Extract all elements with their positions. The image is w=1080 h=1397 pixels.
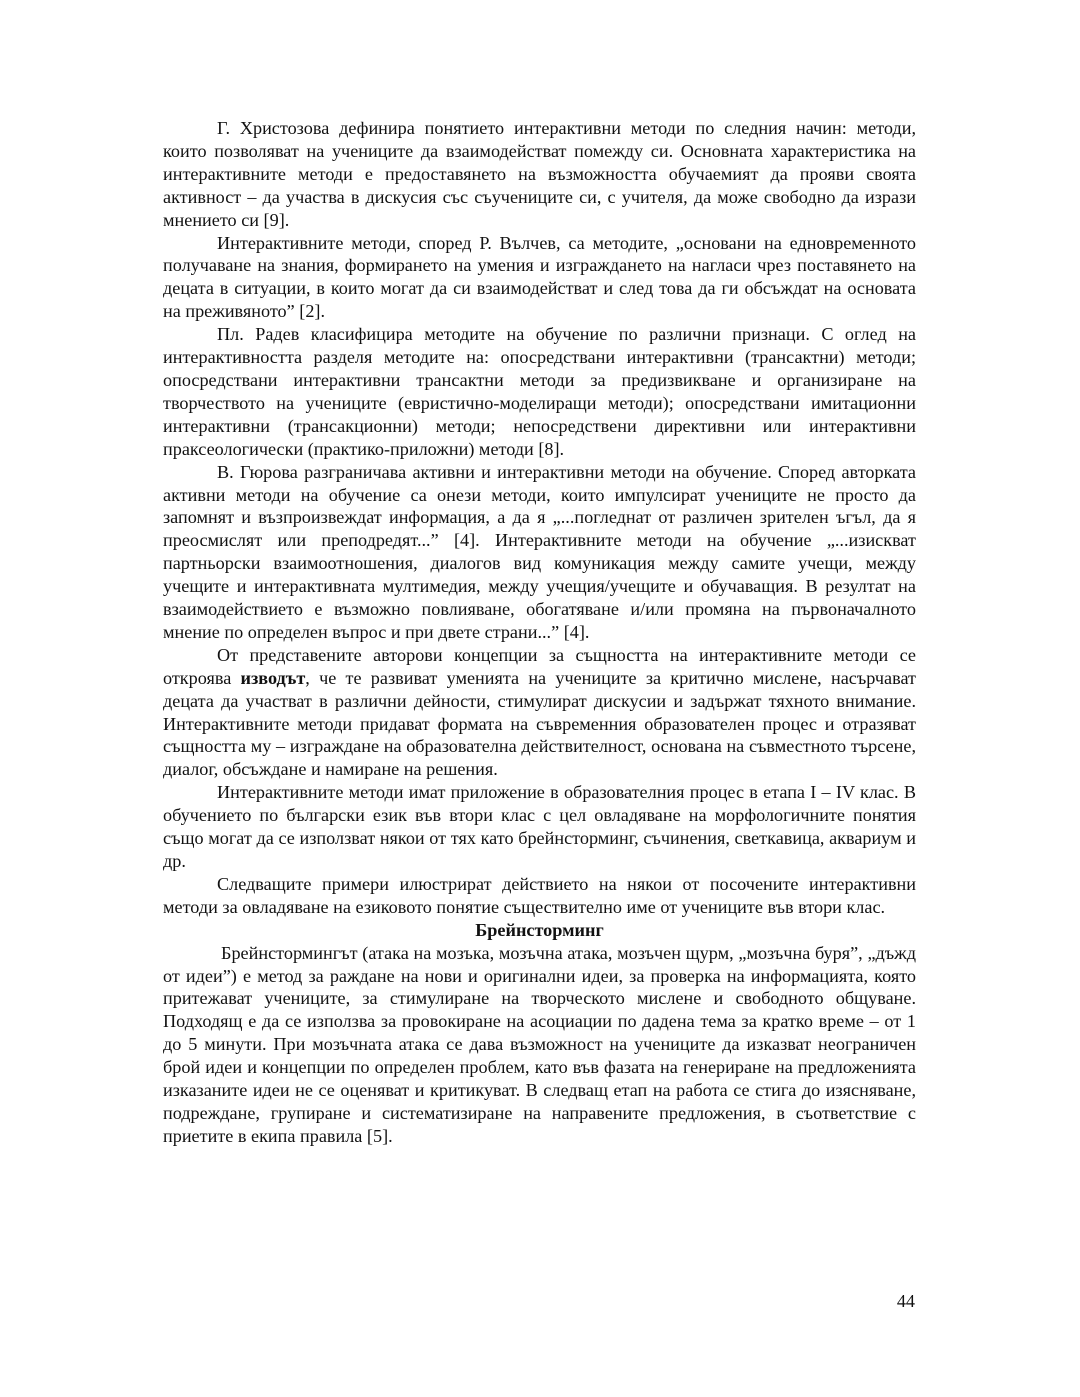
- paragraph-brainstorming: Брейнстормингът (атака на мозъка, мозъчна атака, мозъчен щурм, „мозъчна буря”, „дъжд от идеи”) е метод за раждане на нови и оригинални идеи, за проверка на информацията, която притежават учениците, за стимулиране на творческото мислене и свободното общуване. Подходящ е да се използва за провокиране на асоциации по дадена тема за кратко време – от 1 до 5 минути. При мозъчната атака се дава възможност на учениците да изказват неограничен брой идеи и концепции по определен проблем, като във фазата на генериране на предложенията изказаните идеи не се оценяват и критикуват. В следващ етап на работа се стига до изясняване, подреждане, групиране и систематизиране на направените предложения, в съответствие с приетите в екипа правила [5].: [163, 942, 916, 1146]
- paragraph-valchev: Интерактивните методи, според Р. Вълчев, са методите, „основани на едновременното получаване на знания, формирането на умения и изграждането на нагласи чрез поставянето на децата в ситуации, в които могат да си взаимодействат и след това да ги обсъждат на основата на преживяното” [2].: [163, 232, 916, 322]
- paragraph-application: Интерактивните методи имат приложение в образователния процес в етапа I – IV клас. В обучението по български език във втори клас с цел овладяване на морфологичните понятия също могат да се използват някои от тях като брейнсторминг, съчинения, светкавица, аквариум и др.: [163, 782, 916, 871]
- conclusion-text-end: , че те развиват уменията на учениците за критично мислене, насърчават децата да участват в различни дейности, стимулират дискусии и задържат тяхното внимание. Интерактивните методи придават формата на съвременния образователен процес и отразяват същността му – изграждане на образователна действителност, основана на съвместното търсене, диалог, обсъждане и намиране на решения.: [163, 667, 916, 780]
- conclusion-bold-word: изводът: [240, 667, 306, 688]
- paragraph-conclusion: [163, 644, 916, 781]
- page-body: [163, 117, 916, 1148]
- conclusion-text-start: От представените авторови концепции за същността на интерактивните методи се откроява: [163, 644, 916, 688]
- paragraph-examples: Следващите примери илюстрират действието на някои от посочените интерактивни методи за овладяване на езиковото понятие съществително име от учениците във втори клас.: [163, 873, 916, 917]
- section-heading-brainstorming: Брейнсторминг: [475, 919, 604, 940]
- page-number: 44: [896, 1291, 915, 1311]
- paragraph-radev: Пл. Радев класифицира методите на обучение по различни признаци. С оглед на интерактивността разделя методите на: опосредствани интерактивни (трансактни) методи; опосредствани интерактивни трансактни методи за предизвикване и организиране на творчеството на учениците (евристично-моделиращи методи); опосредствани имитационни интерактивни (трансакционни) методи; непосредствени директивни или интерактивни праксеологически (практико-приложни) методи [8].: [163, 324, 916, 459]
- paragraph-khristozova: Г. Христозова дефинира понятието интерактивни методи по следния начин: методи, които позволяват на учениците да взаимодействат помежду си. Основната характеристика на интерактивните методи е предоставянето на възможността обучаемият да прояви своята активност – да участва в дискусия със съучениците си, с учителя, да може свободно да изрази мнението си [9].: [163, 118, 916, 230]
- paragraph-gyurova: В. Гюрова разграничава активни и интерактивни методи на обучение. Според авторката активни методи на обучение са онези методи, които импулсират учениците не просто да запомнят и възпроизвеждат информация, а да я „...погледнат от различен зрителен ъгъл, да я преосмислят или преподредят...” [4]. Интерактивните методи на обучение „...изискват партньорски взаимоотношения, диалогов вид комуникация между самите учещи, между учещите и интерактивната мултимедия, между учещия/учещите и обучаващия. В резултат на взаимодействието е възможно повлияване, обогатяване и/или промяна на първоначалното мнение по определен въпрос и при двете страни...” [4].: [163, 461, 916, 642]
